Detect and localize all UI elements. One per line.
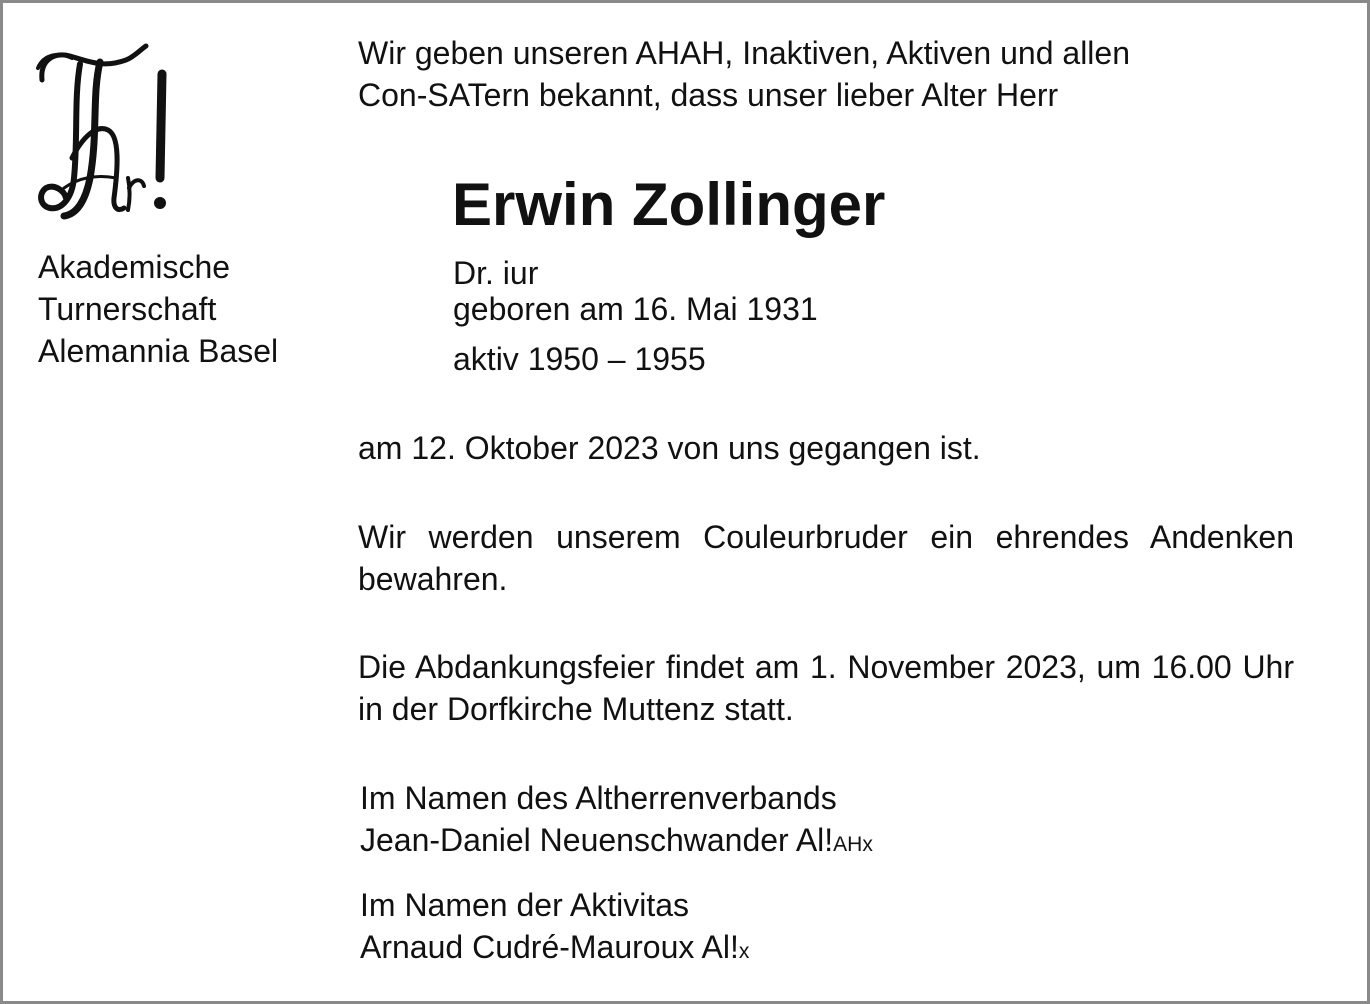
organization-line-2: Turnerschaft: [38, 291, 217, 327]
signature-role: Im Namen der Aktivitas: [360, 887, 689, 923]
signature-suffix: AHx: [833, 833, 873, 856]
memory-paragraph: Wir werden unserem Couleurbruder ein ehrendes Andenken bewahren.: [358, 519, 1294, 597]
date-of-death-text: am 12. Oktober 2023 von uns gegangen ist.: [358, 430, 981, 466]
signature-block-actives: [360, 884, 749, 973]
organization-name: [38, 246, 278, 372]
signature-name: Arnaud Cudré-Mauroux Al!: [360, 929, 739, 965]
funeral-service-paragraph: Die Abdankungsfeier findet am 1. November 2023, um 16.00 Uhr in der Dorfkirche Muttenz statt.: [358, 649, 1294, 727]
signature-role: Im Namen des Altherrenverbands: [360, 780, 837, 816]
organization-line-1: Akademische: [38, 249, 231, 285]
deceased-name: Erwin Zollinger: [452, 171, 886, 238]
fraternity-monogram-logo: [34, 38, 184, 223]
signature-name: Jean-Daniel Neuenschwander Al!: [360, 822, 834, 858]
deceased-active-years: aktiv 1950 – 1955: [453, 341, 706, 377]
signature-suffix: x: [738, 940, 750, 963]
organization-line-3: Alemannia Basel: [38, 333, 279, 369]
signature-name-line: [360, 926, 749, 973]
intro-line-1: Wir geben unseren AHAH, Inaktiven, Aktiven und allen: [358, 35, 1130, 71]
intro-text: [358, 32, 1130, 116]
signature-name-line: [360, 819, 873, 866]
deceased-title: Dr. iur: [453, 255, 539, 291]
intro-line-2: Con-SATern bekannt, dass unser lieber Alter Herr: [358, 77, 1059, 113]
signature-block-alumni: [360, 777, 873, 866]
deceased-birth-date: geboren am 16. Mai 1931: [453, 291, 818, 327]
